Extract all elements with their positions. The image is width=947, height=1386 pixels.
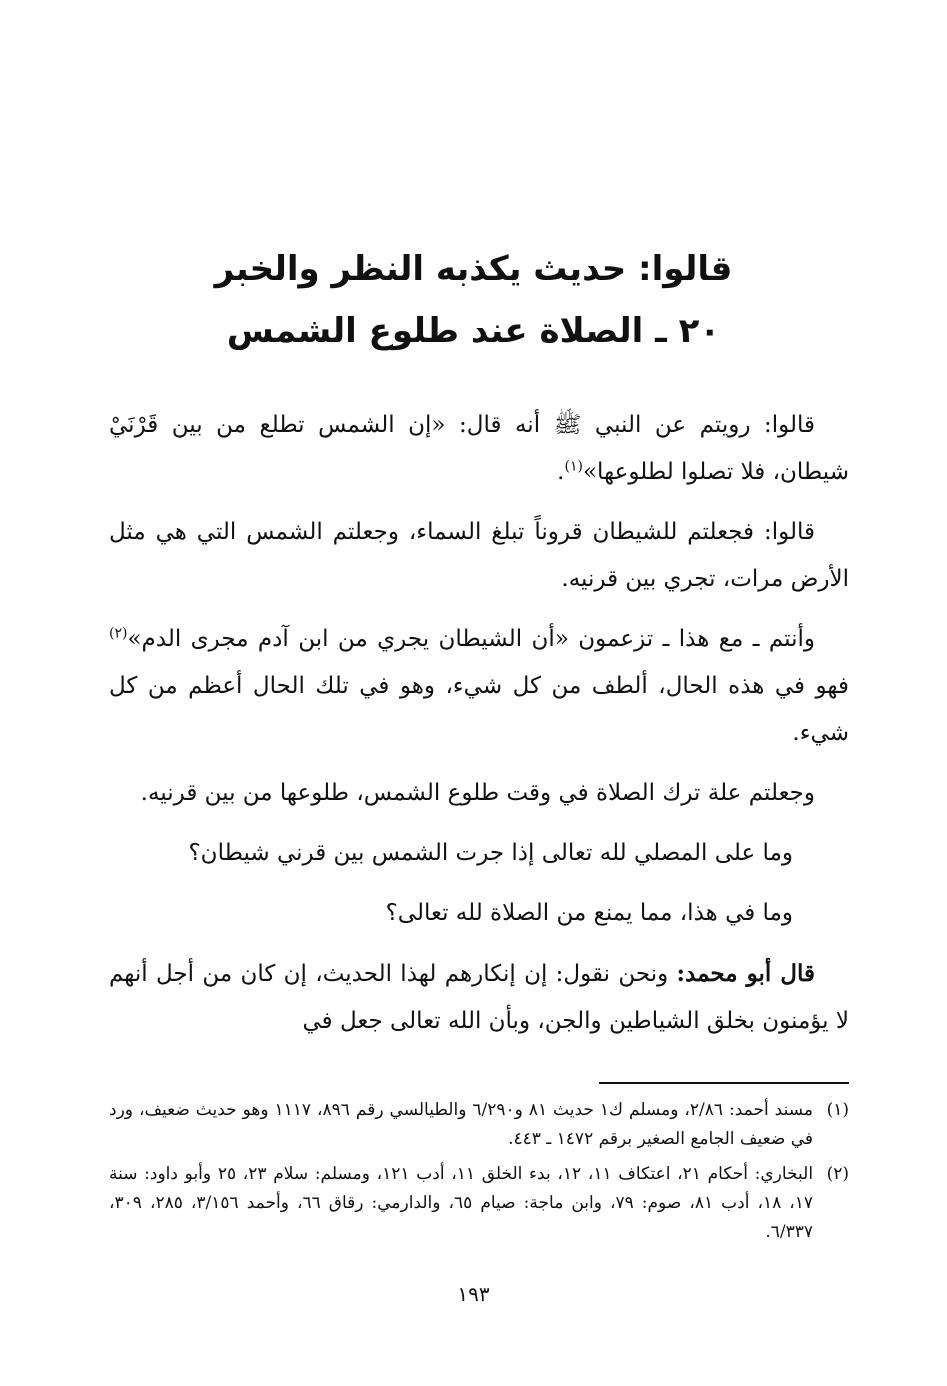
paragraph-6: وما في هذا، مما يمنع من الصلاة لله تعالى؟ <box>385 900 793 926</box>
paragraph-3 <box>109 616 849 757</box>
footnotes <box>109 1096 849 1253</box>
footnote-2 <box>109 1160 849 1247</box>
speaker-label: قال أبو محمد: <box>676 960 815 987</box>
paragraph-5: وما على المصلي لله تعالى إذا جرت الشمس بين قرني شيطان؟ <box>188 840 793 866</box>
paragraph-7 <box>109 950 849 1045</box>
paragraph-3-text-after: فهو في هذه الحال، ألطف من كل شيء، وهو في تلك الحال أعظم من كل شيء. <box>109 673 849 746</box>
heading-line-2: ٢٠ ـ الصلاة عند طلوع الشمس <box>226 311 721 351</box>
main-text <box>109 402 849 1058</box>
footnote-1-number: (١) <box>826 1100 849 1120</box>
footnote-1 <box>109 1096 849 1154</box>
footnote-2-number: (٢) <box>826 1164 849 1184</box>
chapter-heading <box>0 238 947 362</box>
heading-line-1: قالوا: حديث يكذبه النظر والخبر <box>214 249 733 289</box>
paragraph-3-text-before: وأنتم ـ مع هذا ـ تزعمون «أن الشيطان يجري من ابن آدم مجرى الدم» <box>127 626 815 652</box>
footnote-2-text: البخاري: أحكام ٢١، اعتكاف ١١، ١٢، بدء الخلق ١١، أدب ١٢١، ومسلم: سلام ٢٣، ٢٥ وأبو داود: سنة ١٧، ١٨، أدب ٨١، صوم: ٧٩، وابن ماجة: صيام ٦٥، والدارمي: رقاق ٦٦، وأحمد ٣/١٥٦، ٢٨٥، ٣٠٩، ٦/٣٣٧. <box>109 1164 814 1242</box>
paragraph-2: قالوا: فجعلتم للشيطان قروناً تبلغ السماء، وجعلتم الشمس التي هي مثل الأرض مرات، تجري بين قرنيه. <box>109 519 849 592</box>
paragraph-1 <box>109 402 849 496</box>
footnote-ref-2: (٢) <box>109 625 128 642</box>
paragraph-4: وجعلتم علة ترك الصلاة في وقت طلوع الشمس، طلوعها من بين قرنيه. <box>140 780 815 806</box>
footnote-1-text: مسند أحمد: ٢/٨٦، ومسلم ك١ حديث ٨١ و٦/٢٩٠ والطيالسي رقم ٨٩٦، ١١١٧ وهو حديث ضعيف، ورد في ضعيف الجامع الصغير برقم ١٤٧٢ ـ ٤٤٣. <box>109 1100 813 1149</box>
paragraph-1-tail: . <box>557 459 565 485</box>
page-number: ١٩٣ <box>457 1282 490 1306</box>
paragraph-7-text: ونحن نقول: إن إنكارهم لهذا الحديث، إن كان من أجل أنهم لا يؤمنون بخلق الشياطين والجن، وبأن الله تعالى جعل في <box>109 961 849 1034</box>
paragraph-1-text: قالوا: رويتم عن النبي ﷺ أنه قال: «إن الشمس تطلع من بين قَرْنَيْ شيطان، فلا تصلوا لطلوعها» <box>109 412 849 485</box>
footnote-ref-1: (١) <box>564 458 583 475</box>
footnote-separator <box>599 1082 849 1084</box>
